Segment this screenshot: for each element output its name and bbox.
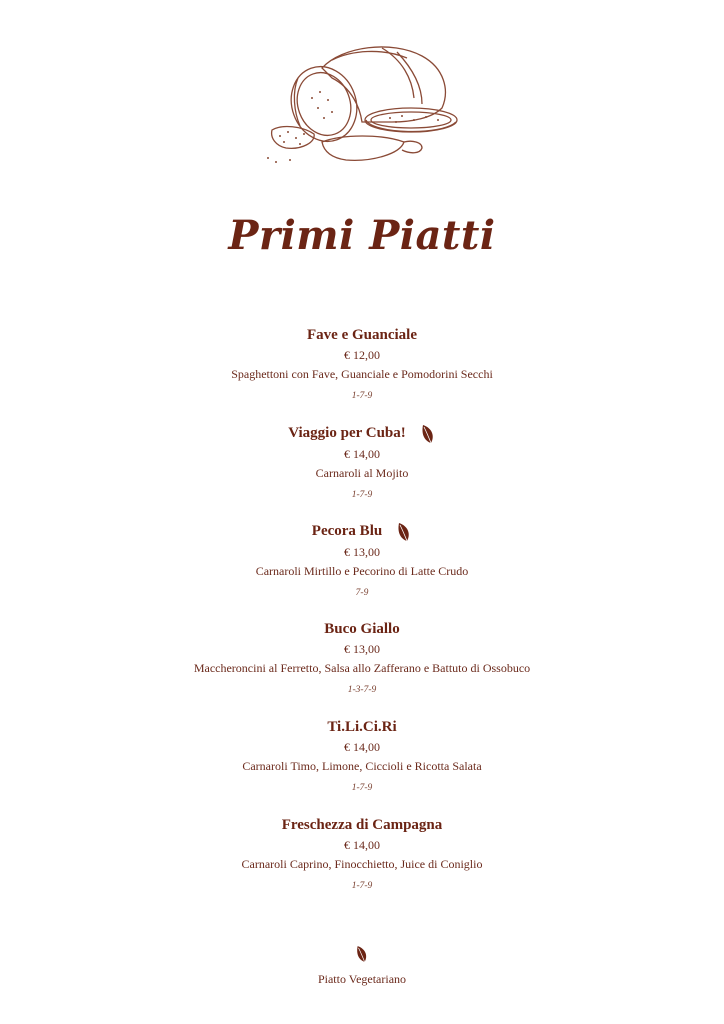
dish-allergens: 1-7-9 [351,783,373,793]
vegetarian-legend [0,944,724,987]
dish-list [0,324,724,912]
leaf-icon [420,423,436,445]
leaf-icon [355,944,369,964]
dish-allergens: 1-7-9 [351,391,373,401]
dish-name-row [307,325,417,346]
dish-name-row [288,423,436,445]
dish-name: Ti.Li.Ci.Ri [327,719,397,735]
dish-description: Spaghettoni con Fave, Guanciale e Pomodorini Secchi [231,367,493,381]
dish-price: € 14,00 [344,838,380,852]
dish-name: Fave e Guanciale [307,327,417,343]
dish-description: Carnaroli Caprino, Finocchietto, Juice di Coniglio [241,857,483,871]
dish-item [0,324,724,422]
dish-name: Viaggio per Cuba! [288,425,406,441]
dish-price: € 13,00 [344,544,380,559]
dish-allergens: 1-7-9 [351,881,373,891]
dish-price: € 14,00 [344,740,380,754]
legend-label: Piatto Vegetariano [317,972,407,986]
dish-item [0,716,724,814]
dish-name: Pecora Blu [311,523,383,539]
dish-name: Buco Giallo [324,621,400,637]
page-title: Primi Piatti [228,212,496,259]
dish-description: Carnaroli Timo, Limone, Ciccioli e Ricotta Salata [242,759,482,773]
dish-item [0,422,724,520]
dish-allergens: 1-7-9 [351,489,373,500]
dish-name-row [312,521,412,543]
dish-name: Freschezza di Campagna [281,817,443,833]
dish-name-row [327,717,396,738]
dish-allergens: 1-3-7-9 [347,685,377,695]
dish-name-row [282,815,443,836]
dish-item [0,520,724,618]
dish-description: Carnaroli Mirtillo e Pecorino di Latte Crudo [255,563,469,578]
flour-sack-illustration [262,38,462,170]
dish-allergens: 7-9 [355,587,369,598]
dish-price: € 14,00 [344,446,380,461]
leaf-icon [396,521,412,543]
dish-item [0,618,724,716]
dish-name-row [324,619,399,640]
dish-price: € 13,00 [344,642,380,656]
dish-description: Maccheroncini al Ferretto, Salsa allo Zafferano e Battuto di Ossobuco [193,661,531,675]
dish-item [0,814,724,912]
dish-price: € 12,00 [344,348,380,362]
dish-description: Carnaroli al Mojito [315,465,409,480]
